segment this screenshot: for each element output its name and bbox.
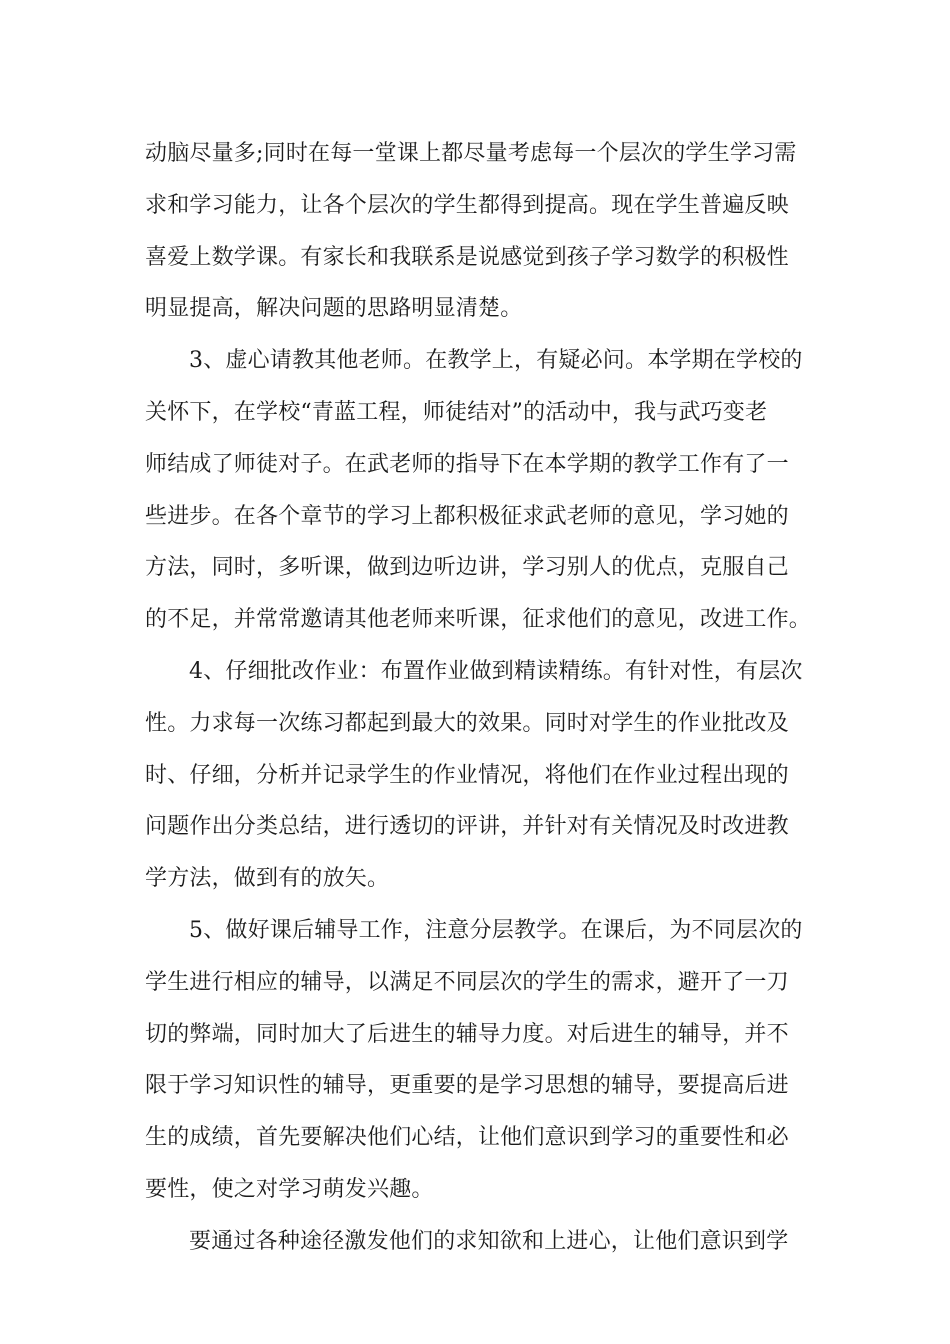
text-line: 4、仔细批改作业：布置作业做到精读精练。有针对性，有层次 (189, 658, 803, 684)
text-line: 求和学习能力，让各个层次的学生都得到提高。现在学生普遍反映 (145, 192, 789, 218)
text-line: 要性，使之对学习萌发兴趣。 (145, 1176, 434, 1202)
text-line: 些进步。在各个章节的学习上都积极征求武老师的意见，学习她的 (145, 503, 789, 529)
text-line: 要通过各种途径激发他们的求知欲和上进心，让他们意识到学 (189, 1228, 789, 1254)
text-line: 关怀下，在学校“青蓝工程，师徒结对”的活动中，我与武巧变老 (145, 399, 768, 425)
text-line: 3、虚心请教其他老师。在教学上，有疑必问。本学期在学校的 (189, 348, 803, 374)
text-line: 时、仔细，分析并记录学生的作业情况，将他们在作业过程出现的 (145, 762, 789, 788)
text-line: 学方法，做到有的放矢。 (145, 866, 390, 892)
text-line: 生的成绩，首先要解决他们心结，让他们意识到学习的重要性和必 (145, 1125, 789, 1151)
text-line: 的不足，并常常邀请其他老师来听课，征求他们的意见，改进工作。 (145, 607, 812, 633)
text-line: 5、做好课后辅导工作，注意分层教学。在课后，为不同层次的 (189, 917, 803, 943)
text-line: 问题作出分类总结，进行透切的评讲，并针对有关情况及时改进教 (145, 814, 789, 840)
text-line: 性。力求每一次练习都起到最大的效果。同时对学生的作业批改及 (145, 710, 789, 736)
text-line: 切的弊端，同时加大了后进生的辅导力度。对后进生的辅导，并不 (145, 1021, 789, 1047)
text-line: 限于学习知识性的辅导，更重要的是学习思想的辅导，要提高后进 (145, 1073, 789, 1099)
text-line: 喜爱上数学课。有家长和我联系是说感觉到孩子学习数学的积极性 (145, 244, 789, 270)
text-line: 方法，同时，多听课，做到边听边讲，学习别人的优点，克服自己 (145, 555, 789, 581)
text-line: 学生进行相应的辅导，以满足不同层次的学生的需求，避开了一刀 (145, 969, 789, 995)
text-line: 动脑尽量多;同时在每一堂课上都尽量考虑每一个层次的学生学习需 (145, 141, 797, 166)
document-body (145, 128, 815, 1268)
text-line: 师结成了师徒对子。在武老师的指导下在本学期的教学工作有了一 (145, 451, 789, 477)
text-line: 明显提高，解决问题的思路明显清楚。 (145, 296, 523, 322)
